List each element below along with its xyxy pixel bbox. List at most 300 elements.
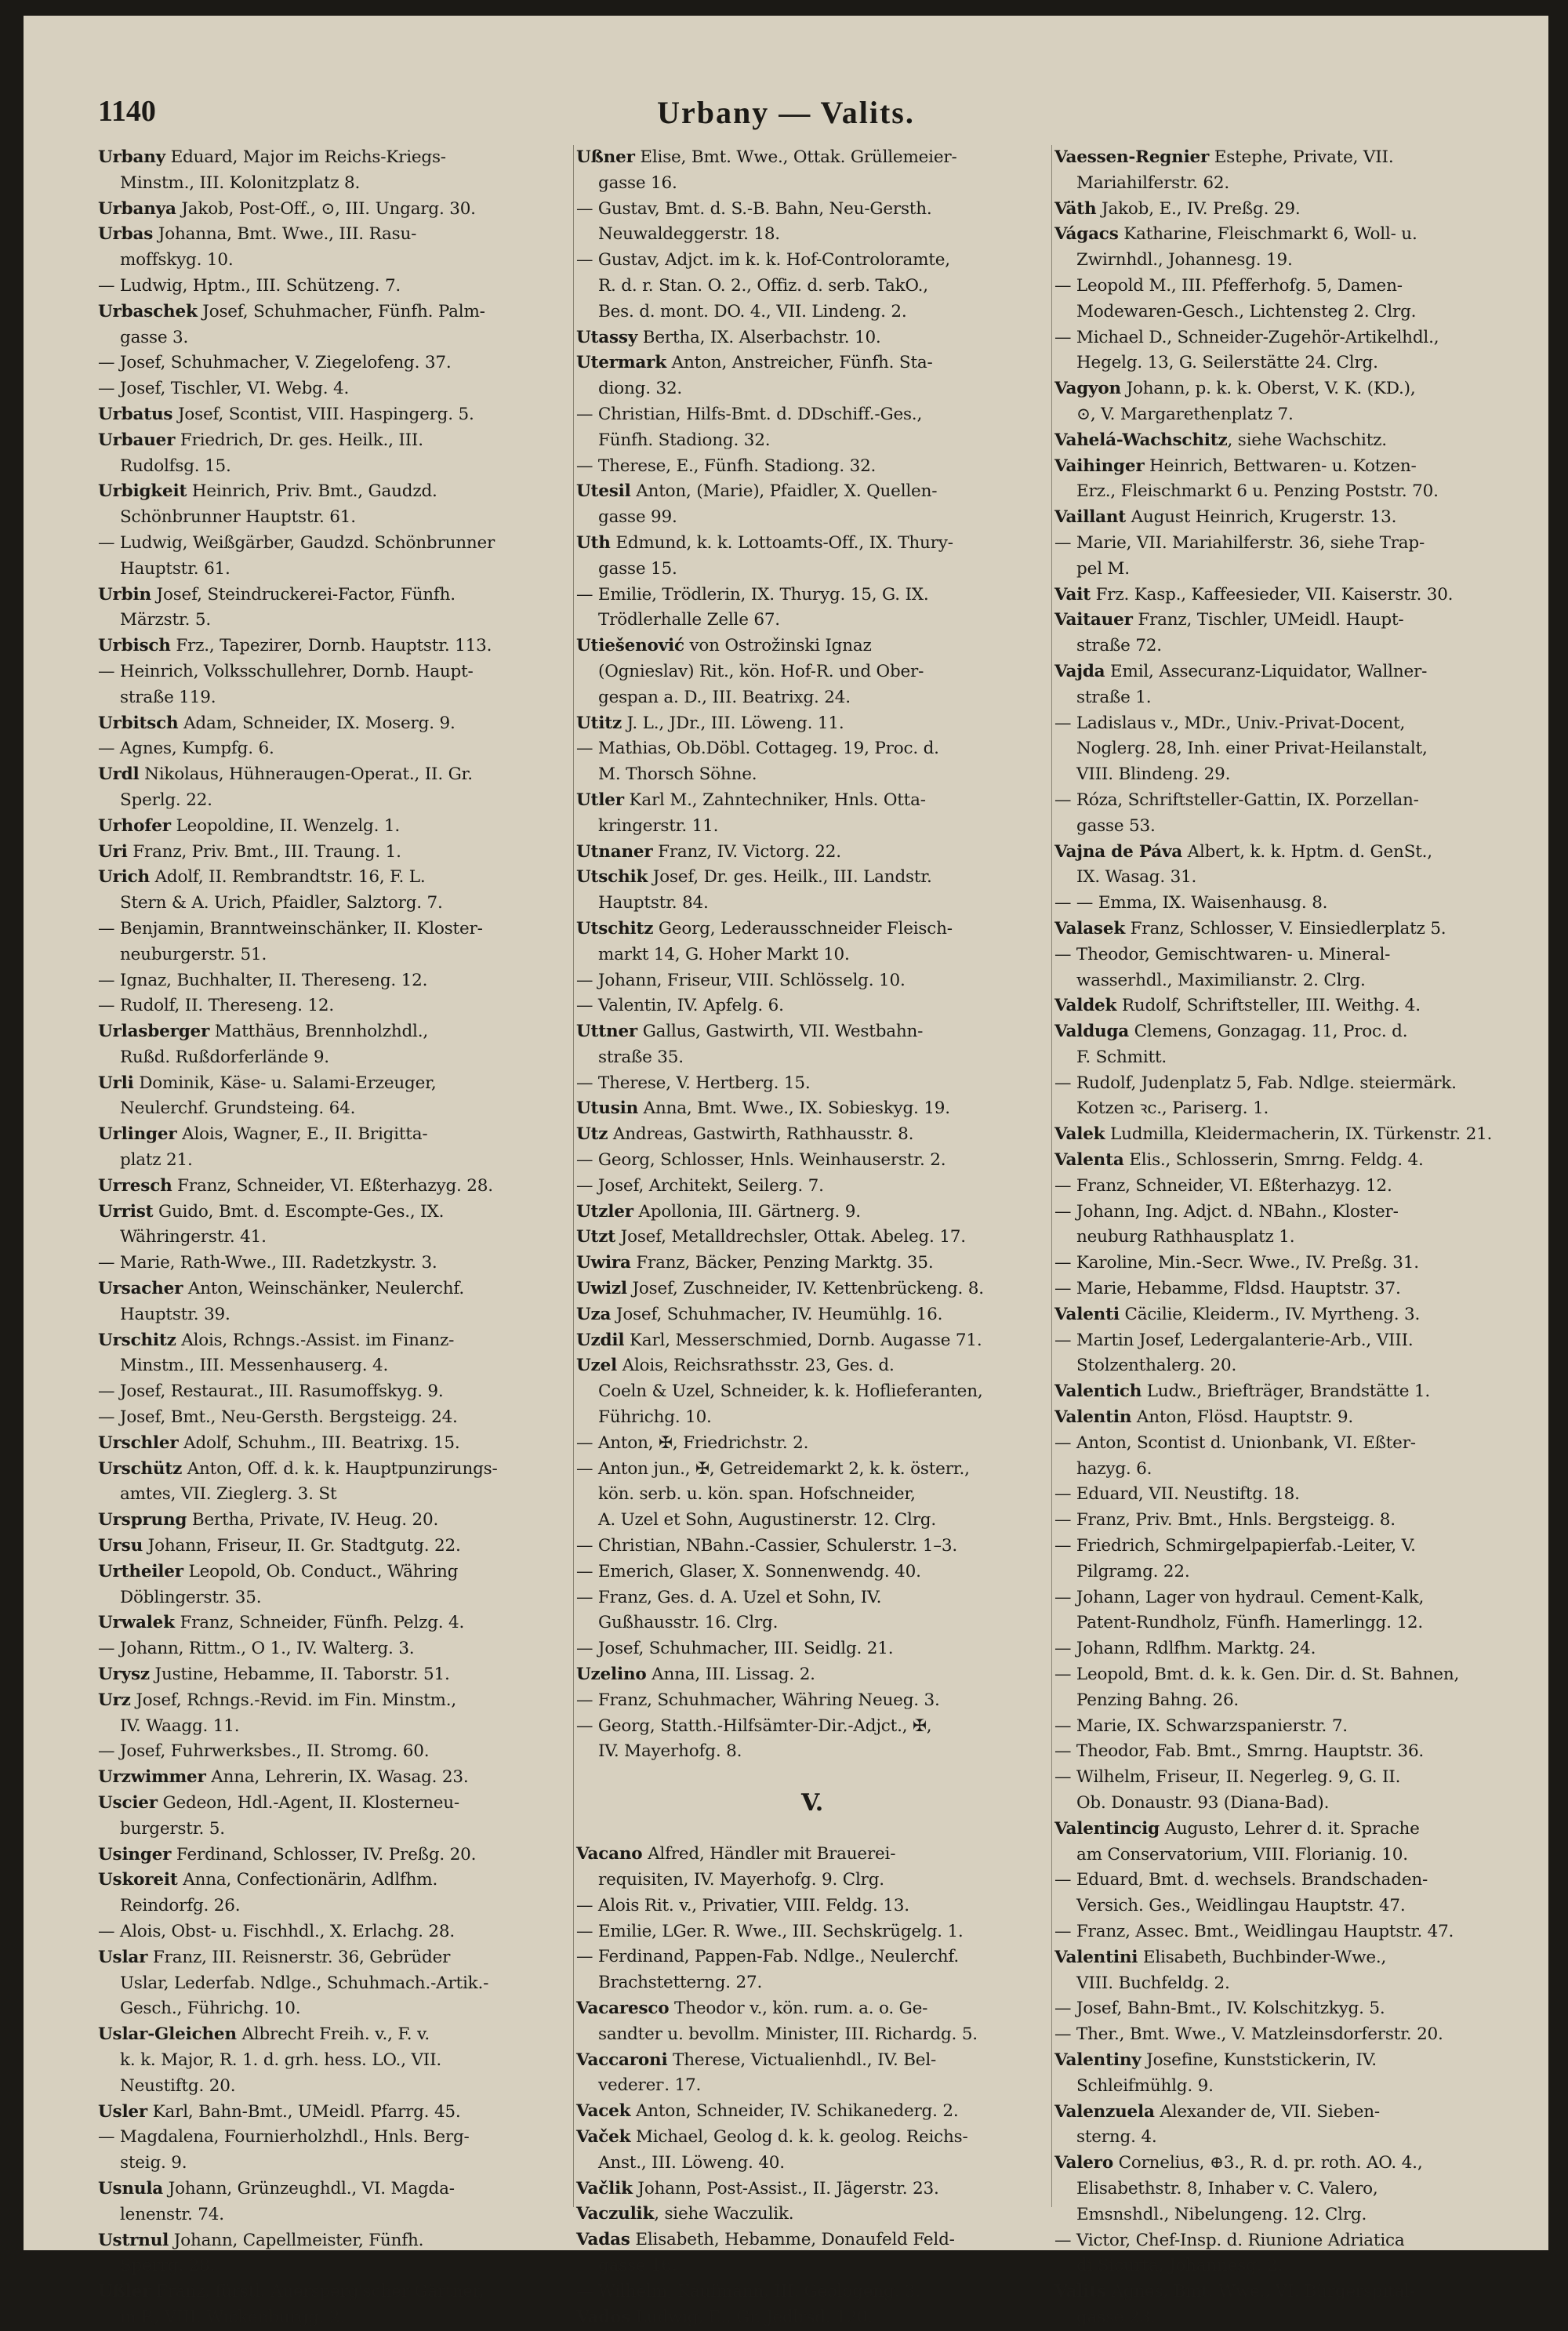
entry-surname: Uskoreit bbox=[98, 1870, 178, 1890]
directory-entry bbox=[576, 1045, 1048, 1071]
directory-entry bbox=[98, 428, 570, 454]
entry-surname: Uttner bbox=[576, 1022, 638, 1042]
directory-entry bbox=[576, 1174, 1048, 1200]
directory-entry bbox=[576, 711, 1048, 737]
entry-text: gasse 16. bbox=[598, 172, 677, 193]
entry-text: Elisabeth, Hebamme, Donaufeld Feld- bbox=[630, 2230, 955, 2250]
directory-entry bbox=[98, 1971, 570, 1997]
entry-text: Elisabeth, Buchbinder-Wwe., bbox=[1138, 1947, 1387, 1967]
entry-text: neuburg Rathhausplatz 1. bbox=[1076, 1227, 1295, 1247]
directory-entry bbox=[1054, 1431, 1525, 1457]
entry-text: Zwirnhdl., Johannesg. 19. bbox=[1076, 250, 1293, 270]
directory-entry bbox=[1054, 788, 1525, 814]
entry-surname: Urschler bbox=[98, 1432, 179, 1453]
directory-entry bbox=[576, 1688, 1048, 1714]
entry-text: Hauptstr. 84. bbox=[598, 893, 709, 913]
entry-text: Johann, Post-Assist., II. Jägerstr. 23. bbox=[632, 2178, 939, 2198]
directory-entry bbox=[98, 1457, 570, 1483]
entry-surname: Usler bbox=[98, 2101, 148, 2122]
entry-text: Agnes, Bmt. Wwe., VI. Bürgerspital- bbox=[1105, 2282, 1415, 2302]
entry-text: Heinrich, Priv. Bmt., Gaudzd. bbox=[187, 481, 437, 502]
entry-text: — Marie, VII. Mariahilferstr. 36, siehe Trap- bbox=[1054, 532, 1425, 553]
entry-surname: Urbitsch bbox=[98, 713, 179, 733]
directory-entry bbox=[576, 2228, 1048, 2253]
entry-text: Franz, Schneider, VI. Eßterhazyg. 28. bbox=[172, 1175, 493, 1196]
entry-text: kringerstr. 11. bbox=[598, 815, 719, 836]
directory-entry bbox=[576, 1893, 1048, 1919]
entry-text: Uslar, Lederfab. Ndlge., Schuhmach.-Artik.- bbox=[120, 1973, 489, 1993]
entry-text: gespan a. D., III. Beatrixg. 24. bbox=[598, 687, 851, 707]
directory-entry bbox=[576, 1996, 1048, 2022]
directory-entry bbox=[1054, 2202, 1525, 2228]
entry-text: — Leopold M., III. Pfefferhofg. 5, Damen- bbox=[1054, 275, 1403, 296]
entry-surname: Urbanya bbox=[98, 198, 176, 219]
entry-text: Justine, Hebamme, II. Taborstr. 51. bbox=[149, 1665, 450, 1685]
directory-entry bbox=[98, 1559, 570, 1585]
entry-text: — Therese, E., Fünfh. Stadiong. 32. bbox=[576, 456, 877, 476]
directory-entry bbox=[1054, 171, 1525, 197]
entry-text: Patent-Rundholz, Fünfh. Hamerlingg. 12. bbox=[1076, 1613, 1423, 1633]
directory-entry bbox=[1054, 711, 1525, 737]
directory-entry bbox=[1054, 1868, 1525, 1893]
entry-text: Josef, Schuhmacher, Fünfh. Palm- bbox=[197, 301, 485, 321]
directory-entry bbox=[576, 145, 1048, 171]
directory-entry bbox=[576, 1919, 1048, 1945]
entry-text: Neustiftg. 20. bbox=[120, 2075, 236, 2096]
entry-text: Dominik, Käse- u. Salami-Erzeuger, bbox=[133, 1073, 437, 1093]
directory-entry bbox=[98, 1534, 570, 1559]
directory-entry bbox=[98, 1353, 570, 1379]
directory-entry bbox=[576, 454, 1048, 480]
directory-entry bbox=[576, 1225, 1048, 1251]
entry-text: Penzing Bahng. 26. bbox=[1076, 1690, 1240, 1710]
directory-entry bbox=[98, 2305, 570, 2331]
directory-entry bbox=[1054, 222, 1525, 248]
directory-entry bbox=[98, 248, 570, 274]
directory-entry bbox=[1054, 2228, 1525, 2254]
entry-text: markt 14, G. Hoher Markt 10. bbox=[598, 944, 850, 964]
directory-entry bbox=[576, 659, 1048, 685]
entry-text: Josef, Scontist, VIII. Haspingerg. 5. bbox=[172, 404, 474, 424]
directory-entry bbox=[1054, 1791, 1525, 1817]
directory-entry bbox=[576, 1662, 1048, 1688]
entry-text: Führichg. 10. bbox=[598, 1407, 712, 1428]
entry-text: Karl M., Zahntechniker, Hnls. Otta- bbox=[623, 790, 926, 810]
directory-entry bbox=[98, 840, 570, 866]
entry-text: Bes. d. mont. DO. 4., VII. Lindeng. 2. bbox=[598, 301, 907, 321]
entry-surname: Ursu bbox=[98, 1536, 143, 1556]
directory-entry bbox=[576, 634, 1048, 659]
directory-entry bbox=[576, 1585, 1048, 1611]
entry-text: kön. serb. u. kön. span. Hofschneider, bbox=[598, 1484, 916, 1505]
directory-entry bbox=[98, 993, 570, 1019]
entry-surname: Urli bbox=[98, 1073, 134, 1093]
directory-entry bbox=[98, 402, 570, 428]
entry-surname: Urysz bbox=[98, 1665, 150, 1685]
directory-entry bbox=[98, 1996, 570, 2022]
entry-surname: Valdek bbox=[1054, 996, 1117, 1016]
entry-text: Cornelius, ⊕3., R. d. pr. roth. AO. 4., bbox=[1112, 2153, 1423, 2173]
entry-surname: Vados bbox=[576, 2307, 631, 2327]
entry-text: Hauptstr. 61. bbox=[120, 558, 230, 579]
directory-entry bbox=[576, 1071, 1048, 1097]
entry-text: gasse 23. bbox=[1076, 2307, 1156, 2327]
entry-text: — Johann, Lager von hydraul. Cement-Kalk, bbox=[1054, 1587, 1425, 1607]
entry-surname: Vajda bbox=[1054, 661, 1105, 681]
directory-entry bbox=[1054, 1559, 1525, 1585]
directory-entry bbox=[1054, 505, 1525, 531]
directory-entry bbox=[1054, 1662, 1525, 1688]
directory-entry bbox=[576, 993, 1048, 1019]
entry-text: Leopoldine, II. Wenzelg. 1. bbox=[170, 815, 400, 836]
entry-text: Hauptstr. 39. bbox=[120, 1304, 230, 1324]
entry-surname: Valenzuela bbox=[1054, 2101, 1155, 2122]
entry-text: Franz, IV. Victorg. 22. bbox=[652, 841, 841, 862]
directory-entry bbox=[1054, 1148, 1525, 1174]
entry-text: gasse 53. bbox=[1076, 815, 1156, 836]
directory-entry bbox=[1054, 968, 1525, 994]
entry-text: Ludw., Briefträger, Brandstätte 1. bbox=[1142, 1382, 1431, 1402]
directory-entry bbox=[1054, 1225, 1525, 1251]
entry-text: — Georg, Statth.-Hilfsämter-Dir.-Adjct., ✠, bbox=[576, 1716, 932, 1736]
entry-text: von Ostrožinski Ignaz bbox=[684, 636, 872, 656]
entry-text: Reindorfg. 26. bbox=[120, 1896, 241, 1916]
directory-entry bbox=[1054, 1096, 1525, 1122]
directory-entry bbox=[1054, 1636, 1525, 1662]
directory-entry bbox=[576, 1148, 1048, 1174]
entry-text: Adam, Schneider, IX. Moserg. 9. bbox=[178, 713, 456, 733]
directory-entry bbox=[98, 634, 570, 659]
directory-entry bbox=[576, 376, 1048, 402]
entry-text: Karl, Messerschmied, Dornb. Augasse 71. bbox=[624, 1330, 982, 1350]
entry-surname: Utnaner bbox=[576, 841, 653, 862]
entry-text: — Eduard, Bmt. d. wechsels. Brandschaden- bbox=[1054, 1870, 1428, 1890]
directory-entry bbox=[1054, 1945, 1525, 1971]
entry-text: — Anton, Scontist d. Unionbank, VI. Eßter- bbox=[1054, 1432, 1416, 1453]
directory-entry bbox=[98, 1431, 570, 1457]
directory-entry bbox=[1054, 1765, 1525, 1791]
entry-text: Kotzen ꝛc., Pariserg. 1. bbox=[1076, 1098, 1269, 1119]
directory-entry bbox=[98, 2048, 570, 2074]
entry-text: Estephe, Private, VII. bbox=[1209, 147, 1394, 167]
entry-text: Anton, Off. d. k. k. Hauptpunzirungs- bbox=[182, 1458, 498, 1479]
entry-text: — Franz, Assec. Bmt., Weidlingau Hauptstr. 47. bbox=[1054, 1921, 1454, 1941]
directory-entry bbox=[98, 479, 570, 505]
entry-text: Ludmilla, Kleidermacherin, IX. Türkenstr. 21. bbox=[1105, 1124, 1493, 1145]
directory-entry bbox=[98, 1817, 570, 1843]
entry-text: Anton, (Marie), Pfaidler, X. Quellen- bbox=[630, 481, 938, 502]
entry-text: Hegelg. 13, G. Seilerstätte 24. Clrg. bbox=[1076, 353, 1378, 373]
entry-text: Gußhausstr. 16. Clrg. bbox=[598, 1613, 779, 1633]
directory-entry bbox=[576, 1431, 1048, 1457]
directory-entry bbox=[1054, 1328, 1525, 1354]
entry-text: VIII. Buchfeldg. 2. bbox=[1076, 1973, 1230, 1993]
entry-surname: Vacek bbox=[576, 2101, 631, 2122]
entry-text: Karl, Bahn-Bmt., UMeidl. Pfarrg. 45. bbox=[147, 2101, 461, 2122]
directory-entry bbox=[576, 350, 1048, 376]
directory-entry bbox=[1054, 2074, 1525, 2100]
entry-text: — Christian, NBahn.-Cassier, Schulerstr. 1–3. bbox=[576, 1536, 957, 1556]
directory-entry bbox=[98, 274, 570, 300]
entry-text: steig. 9. bbox=[120, 2153, 187, 2173]
entry-surname: Uza bbox=[576, 1304, 612, 1324]
entry-text: , siehe Waczulik. bbox=[654, 2204, 794, 2224]
entry-surname: Uzdil bbox=[576, 1330, 625, 1350]
directory-entry bbox=[1054, 762, 1525, 788]
entry-text: Franz, Schlosser, V. Einsiedlerplatz 5. bbox=[1125, 918, 1446, 939]
directory-entry bbox=[98, 1276, 570, 1302]
entry-text: Ferdinand, Schlosser, IV. Preßg. 20. bbox=[171, 1844, 477, 1864]
directory-entry bbox=[1054, 634, 1525, 659]
directory-entry bbox=[1054, 2048, 1525, 2074]
entry-text: Emil, Assecuranz-Liquidator, Wallner- bbox=[1105, 661, 1428, 681]
directory-entry bbox=[98, 454, 570, 480]
directory-entry bbox=[98, 2279, 570, 2305]
entry-text: Frz., Tapezirer, Dornb. Hauptstr. 113. bbox=[170, 636, 492, 656]
entry-surname: Utler bbox=[576, 790, 624, 810]
entry-text: Josefine, Kunststickerin, IV. bbox=[1141, 2050, 1377, 2070]
directory-entry bbox=[576, 1944, 1048, 1970]
entry-surname: Urbatus bbox=[98, 404, 173, 424]
directory-entry bbox=[576, 736, 1048, 762]
directory-entry bbox=[98, 1739, 570, 1765]
entry-text: di Sicurtà, Johannesg. 2. bbox=[1076, 2256, 1283, 2276]
directory-entry bbox=[98, 1688, 570, 1714]
directory-entry bbox=[98, 1843, 570, 1868]
directory-entry bbox=[98, 2100, 570, 2126]
directory-entry bbox=[576, 865, 1048, 891]
entry-surname: Vaessen-Regnier bbox=[1054, 147, 1210, 167]
directory-entry bbox=[98, 583, 570, 608]
directory-entry bbox=[1054, 2100, 1525, 2126]
entry-text: — Josef, Tischler, VI. Webg. 4. bbox=[98, 379, 350, 399]
directory-entry bbox=[1054, 865, 1525, 891]
directory-entry bbox=[1054, 1251, 1525, 1276]
entry-text: August Heinrich, Krugerstr. 13. bbox=[1126, 507, 1397, 528]
entry-surname: Valenta bbox=[1054, 1150, 1124, 1171]
entry-text: — Josef, Fuhrwerksbes., II. Stromg. 60. bbox=[98, 1741, 430, 1762]
directory-entry bbox=[98, 788, 570, 814]
entry-text: R. d. r. Stan. O. 2., Offiz. d. serb. TakO., bbox=[598, 275, 928, 296]
directory-entry bbox=[576, 1610, 1048, 1636]
directory-entry bbox=[576, 428, 1048, 454]
entry-text: platz 21. bbox=[120, 1150, 193, 1171]
entry-text: A. Uzel et Sohn, Augustinerstr. 12. Clrg. bbox=[598, 1510, 936, 1530]
directory-entry bbox=[576, 2125, 1048, 2151]
entry-text: Matthäus, Brennholzhdl., bbox=[209, 1022, 428, 1042]
entry-text: Sperrg. 28. bbox=[120, 2256, 216, 2276]
directory-entry bbox=[1054, 1534, 1525, 1559]
entry-text: Elisabethstr. 8, Inhaber v. C. Valero, bbox=[1076, 2178, 1378, 2198]
directory-entry bbox=[1054, 840, 1525, 866]
entry-surname: Valentincig bbox=[1054, 1818, 1160, 1839]
entry-surname: Vait bbox=[1054, 584, 1091, 605]
entry-text: — Friedrich, Schmirgelpapierfab.-Leiter, V. bbox=[1054, 1536, 1416, 1556]
directory-entry bbox=[1054, 531, 1525, 557]
directory-entry bbox=[1054, 197, 1525, 223]
directory-entry bbox=[576, 197, 1048, 223]
entry-surname: Uslar-Gleichen bbox=[98, 2024, 237, 2045]
entry-text: Michael, Geolog d. k. k. geolog. Reichs- bbox=[630, 2126, 968, 2147]
directory-entry bbox=[98, 968, 570, 994]
directory-entry bbox=[1054, 376, 1525, 402]
entry-text: diong. 32. bbox=[598, 379, 683, 399]
entry-surname: Urich bbox=[98, 867, 150, 888]
entry-surname: Utz bbox=[576, 1124, 608, 1145]
directory-entry bbox=[1054, 1045, 1525, 1071]
entry-text: Albert, k. k. Hptm. d. GenSt., bbox=[1182, 841, 1432, 862]
entry-surname: Urschütz bbox=[98, 1458, 183, 1479]
entry-surname: Vaitauer bbox=[1054, 610, 1133, 630]
entry-text: Alois, Wagner, E., II. Brigitta- bbox=[176, 1124, 428, 1145]
entry-surname: Ußner bbox=[576, 147, 635, 167]
entry-text: — Ludwig, Hptm., III. Schützeng. 7. bbox=[98, 275, 401, 296]
entry-text: Clemens, Gonzagag. 11, Proc. d. bbox=[1129, 1022, 1408, 1042]
entry-surname: Väth bbox=[1054, 198, 1097, 219]
directory-entry bbox=[1054, 659, 1525, 685]
entry-text: straße 35. bbox=[598, 1047, 684, 1067]
directory-entry bbox=[1054, 1302, 1525, 1328]
entry-text: Johanna, Bmt. Wwe., III. Rasu- bbox=[153, 224, 417, 245]
entry-surname: Vaillant bbox=[1054, 507, 1127, 528]
directory-entry bbox=[576, 1122, 1048, 1148]
directory-entry bbox=[1054, 479, 1525, 505]
entry-surname: Valenti bbox=[1054, 1304, 1120, 1324]
directory-entry bbox=[576, 2279, 1048, 2305]
entry-text: sterng. 4. bbox=[1076, 2127, 1157, 2148]
directory-entry bbox=[98, 762, 570, 788]
directory-page bbox=[24, 16, 1548, 2327]
column-divider bbox=[573, 145, 574, 2207]
entry-surname: Vaczulik bbox=[576, 2204, 655, 2224]
directory-entry bbox=[98, 531, 570, 557]
entry-text: — Franz, Schneider, VI. Eßterhazyg. 12. bbox=[1054, 1175, 1392, 1196]
entry-text: (Ognieslav) Rit., kön. Hof-R. und Ober- bbox=[598, 661, 924, 681]
entry-text: Adolf, Schuhm., III. Beatrixg. 15. bbox=[178, 1432, 460, 1453]
entry-text: Minstm., III. Messenhauserg. 4. bbox=[120, 1356, 389, 1376]
directory-entry bbox=[576, 2202, 1048, 2228]
directory-entry bbox=[1054, 1019, 1525, 1045]
entry-text: — Gustav, Bmt. d. S.-B. Bahn, Neu-Gersth. bbox=[576, 198, 932, 219]
directory-entry bbox=[98, 1148, 570, 1174]
entry-text: — Josef, Architekt, Seilerg. 7. bbox=[576, 1175, 824, 1196]
entry-text: Elise, Bmt. Wwe., Ottak. Grüllemeier- bbox=[634, 147, 957, 167]
directory-entry bbox=[576, 1868, 1048, 1893]
directory-entry bbox=[1054, 1508, 1525, 1534]
directory-entry bbox=[98, 222, 570, 248]
directory-entry bbox=[1054, 1817, 1525, 1843]
entry-text: Therese, Victualienhdl., IV. Bel- bbox=[667, 2050, 937, 2070]
entry-surname: Valasek bbox=[1054, 918, 1126, 939]
directory-entry bbox=[98, 685, 570, 711]
directory-entry bbox=[98, 865, 570, 891]
entry-text: — Ludwig, Weißgärber, Gaudzd. Schönbrunner bbox=[98, 532, 495, 553]
entry-text: Gesch., Führichg. 10. bbox=[120, 1999, 301, 2019]
entry-text: — Franz, Schuhmacher, Währing Neueg. 3. bbox=[576, 1690, 940, 1710]
entry-text: Brachstetterng. 27. bbox=[598, 1973, 763, 1993]
entry-surname: Urlinger bbox=[98, 1124, 177, 1145]
entry-text: straße 119. bbox=[120, 687, 216, 707]
directory-entry bbox=[576, 1276, 1048, 1302]
entry-surname: Urbigkeit bbox=[98, 481, 187, 502]
column-divider bbox=[1051, 145, 1052, 2207]
directory-entry bbox=[576, 1508, 1048, 1534]
directory-entry bbox=[1054, 1353, 1525, 1379]
directory-entry bbox=[1054, 145, 1525, 171]
entry-text: — Ferdinand, Pappen-Fab. Ndlge., Neulerchf. bbox=[576, 1947, 960, 1967]
entry-text: M. Thorsch Söhne. bbox=[598, 764, 757, 785]
entry-text: Emsnshdl., Nibelungeng. 12. Clrg. bbox=[1076, 2204, 1367, 2224]
directory-entry bbox=[1054, 1919, 1525, 1945]
entry-surname: Utschik bbox=[576, 867, 648, 888]
directory-entry bbox=[576, 2073, 1048, 2099]
entry-text: amtes, VII. Zieglerg. 3. St bbox=[120, 1484, 337, 1505]
entry-text: Anton, Weinschänker, Neulerchf. bbox=[183, 1279, 465, 1299]
directory-entry bbox=[98, 1893, 570, 1919]
entry-text: Erz., Fleischmarkt 6 u. Penzing Poststr. 70. bbox=[1076, 481, 1439, 502]
entry-text: Josef, Metalldrechsler, Ottak. Abeleg. 17. bbox=[615, 1227, 966, 1247]
entry-surname: Uzelino bbox=[576, 1665, 647, 1685]
entry-text: Josef, Schuhmacher, IV. Heumühlg. 16. bbox=[611, 1304, 943, 1324]
directory-entry bbox=[1054, 1174, 1525, 1200]
directory-entry bbox=[576, 1457, 1048, 1483]
entry-text: VIII. Blindeng. 29. bbox=[1076, 764, 1231, 785]
entry-surname: Valduga bbox=[1054, 1022, 1130, 1042]
directory-entry bbox=[1054, 1843, 1525, 1868]
directory-entry bbox=[1054, 583, 1525, 608]
entry-text: Josef, Zuschneider, IV. Kettenbrückeng. 8. bbox=[626, 1279, 984, 1299]
entry-text: Anna, Confectionärin, Adlfhm. bbox=[177, 1870, 438, 1890]
directory-entry bbox=[576, 1842, 1048, 1868]
entry-text: Josef, Steindruckerei-Factor, Fünfh. bbox=[151, 584, 456, 605]
entry-text: — Victor, Chef-Insp. d. Riunione Adriatica bbox=[1054, 2230, 1405, 2250]
directory-entry bbox=[1054, 608, 1525, 634]
entry-surname: Ursacher bbox=[98, 1279, 183, 1299]
entry-surname: Vačlik bbox=[576, 2178, 633, 2198]
directory-entry bbox=[98, 557, 570, 583]
directory-entry bbox=[98, 2125, 570, 2151]
entry-text: — Ther., Bmt. Wwe., V. Matzleinsdorferstr. 20. bbox=[1054, 2024, 1443, 2045]
entry-text: IV. Mayerhofg. 8. bbox=[598, 1741, 742, 1762]
directory-entry bbox=[1054, 2305, 1525, 2331]
directory-entry bbox=[98, 1919, 570, 1945]
directory-entry bbox=[1054, 942, 1525, 968]
directory-entry bbox=[98, 1251, 570, 1276]
entry-text: — Johann, Friseur, VIII. Schlösselg. 10. bbox=[576, 970, 906, 990]
directory-entry bbox=[576, 505, 1048, 531]
entry-text: — Johann, Rdlfhm. Marktg. 24. bbox=[1054, 1639, 1316, 1659]
entry-text: — Martin Josef, Ledergalanterie-Arb., VIII. bbox=[1054, 1330, 1414, 1350]
entry-surname: Valentich bbox=[1054, 1382, 1142, 1402]
entry-text: neuburgerstr. 51. bbox=[120, 944, 267, 964]
entry-text: pel M. bbox=[1076, 558, 1130, 579]
entry-surname: Uscier bbox=[98, 1793, 158, 1813]
entry-text: — Georg, Schlosser, Hnls. Weinhauserstr. 2. bbox=[576, 1150, 946, 1171]
entry-surname: Urschitz bbox=[98, 1330, 176, 1350]
directory-entry bbox=[1054, 917, 1525, 942]
entry-text: Gallus, Gastwirth, VII. Westbahn- bbox=[637, 1022, 924, 1042]
directory-entry bbox=[576, 2099, 1048, 2125]
entry-text: Leopold, Ob. Conduct., Währing bbox=[183, 1561, 459, 1581]
directory-entry bbox=[1054, 1585, 1525, 1611]
entry-surname: Valentini bbox=[1054, 1947, 1138, 1967]
entry-text: Katharine, Fleischmarkt 6, Woll- u. bbox=[1118, 224, 1417, 245]
entry-text: — Christian, Hilfs-Bmt. d. DDschiff.-Ges., bbox=[576, 404, 923, 424]
entry-text: — Theodor, Fab. Bmt., Smrng. Hauptstr. 36. bbox=[1054, 1741, 1425, 1762]
running-head: Urbany — Valits. bbox=[657, 95, 915, 130]
directory-entry bbox=[1054, 557, 1525, 583]
directory-entry bbox=[98, 2151, 570, 2177]
